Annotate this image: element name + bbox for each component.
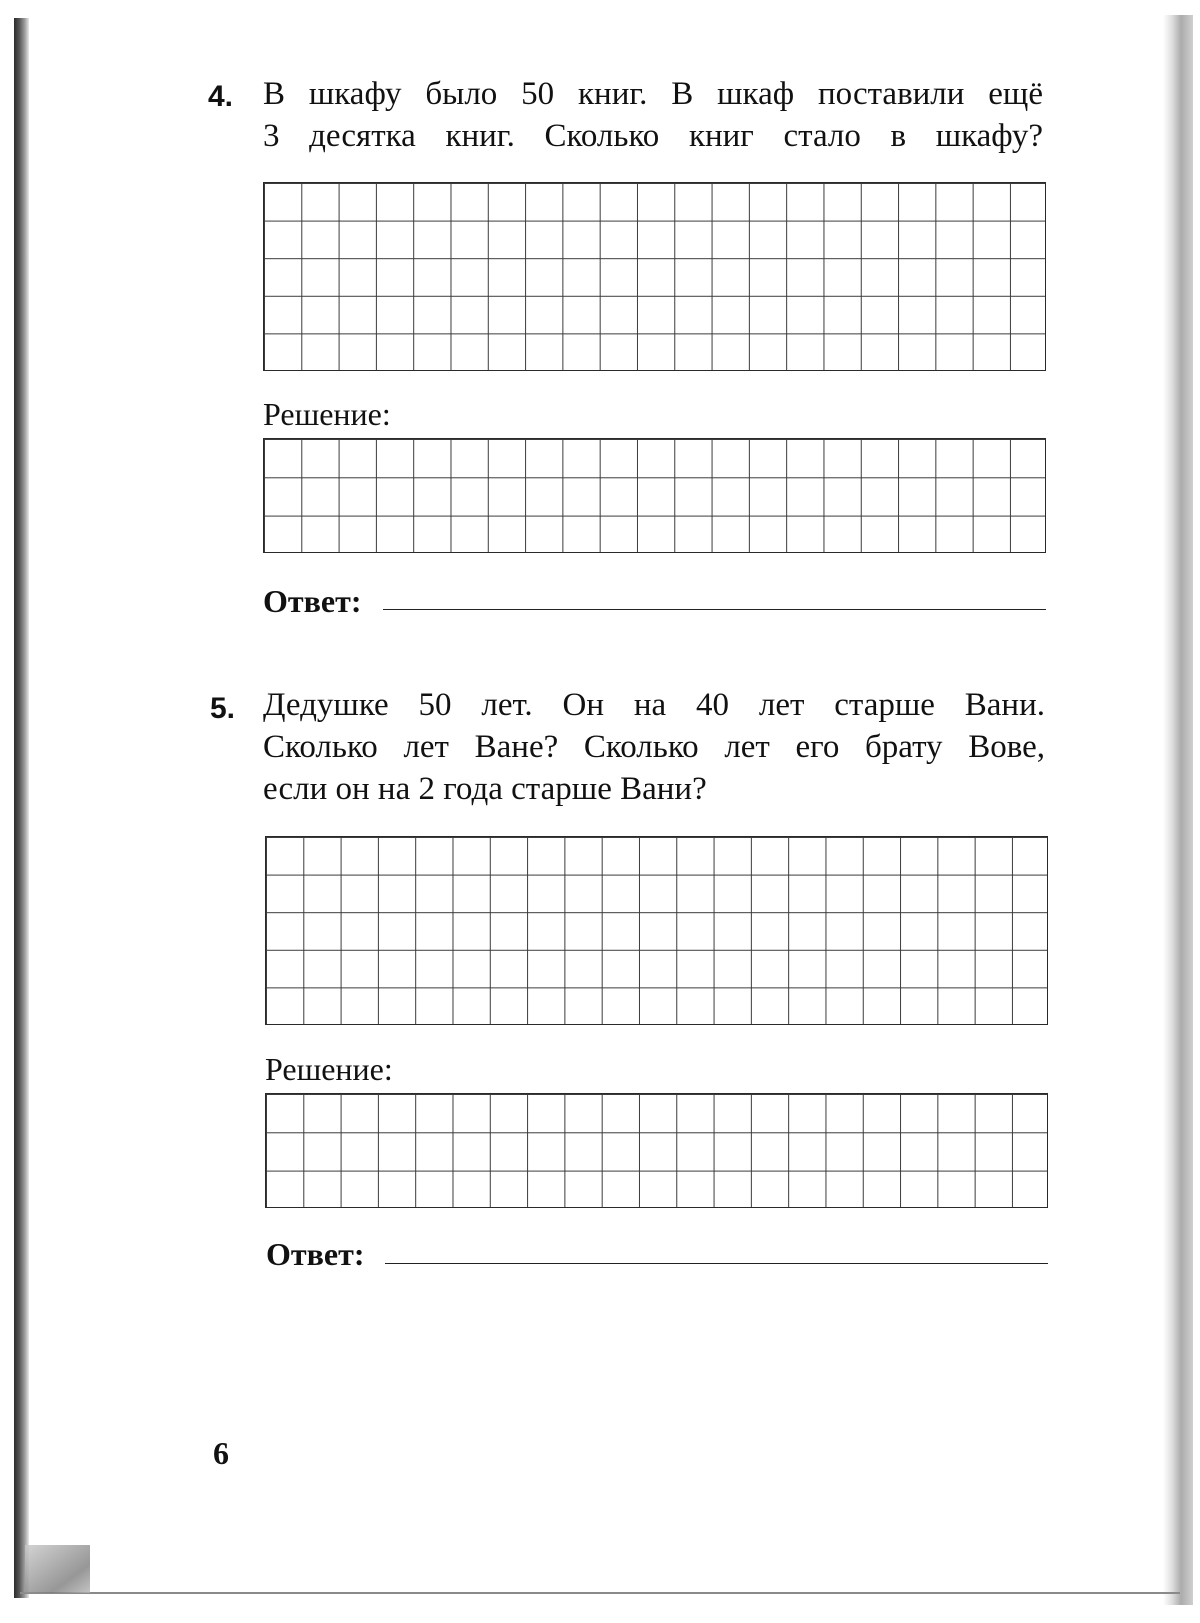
answer-label: Ответ: [266,1236,365,1272]
solution-grid[interactable] [263,438,1046,553]
page-number: 6 [213,1435,229,1471]
task-text [263,684,1045,810]
answer-label: Ответ: [263,583,362,619]
task-number: 4. [208,80,234,113]
task-text-line: 3 десятка книг. Сколько книг стало в шкафу? [263,118,1043,154]
task-text-line: Дедушке 50 лет. Он на 40 лет старше Вани. [263,687,1045,723]
scan-shadow-right [1163,15,1193,1605]
task-text [263,73,1043,157]
task-number: 5. [210,692,236,725]
solution-grid[interactable] [265,1093,1048,1208]
answer-line[interactable] [383,609,1046,610]
scan-shadow-left [14,18,29,1598]
notes-grid[interactable] [263,182,1046,371]
task-text-line: если он на 2 года старше Вани? [263,771,707,807]
answer-line[interactable] [385,1263,1048,1264]
task-text-line: Сколько лет Ване? Сколько лет его брату Вове, [263,729,1045,765]
solution-label: Решение: [265,1051,393,1087]
scan-corner-smudge [25,1545,90,1593]
task-text-line: В шкафу было 50 книг. В шкаф поставили ещё [263,76,1043,112]
notes-grid[interactable] [265,836,1048,1025]
scan-edge-bottom [20,1592,1180,1594]
solution-label: Решение: [263,396,391,432]
